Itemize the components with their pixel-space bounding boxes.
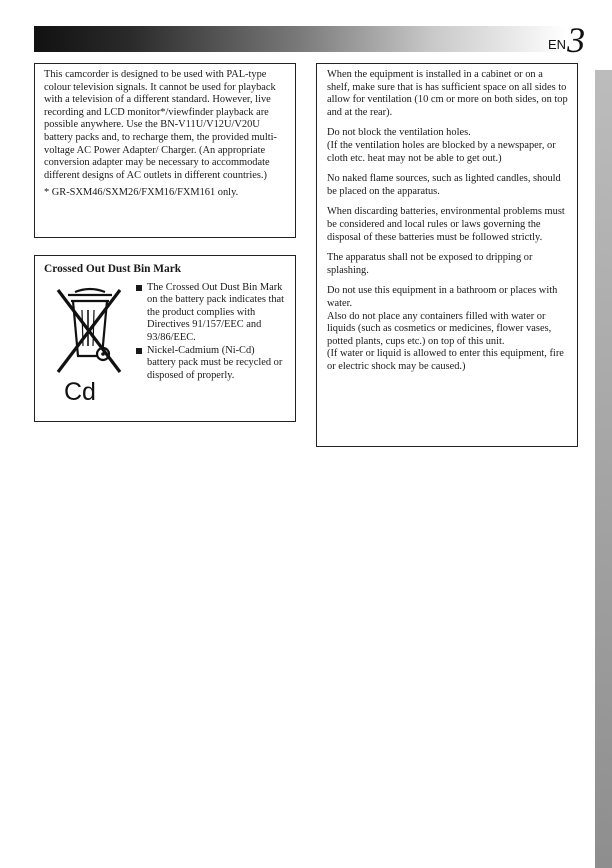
intro-paragraph: This camcorder is designed to be used with PAL-type colour television signals. It cannot be used for playback with a television of a different standard. However, live recording and LCD monitor*/viewfinder playback are possible anywhere. Use the BN-V11U/V12U/V20U battery packs and, to recharge them, the provided multi-voltage AC Power Adapter/ Charger. (An appropriate conversion adapter may be necessary to accommodate different designs of AC outlets in different countries.): [44, 69, 277, 181]
dustbin-body: [44, 282, 286, 412]
model-note: * GR-SXM46/SXM26/FXM16/FXM161 only.: [44, 187, 239, 199]
intro-box: [34, 63, 296, 238]
safety-paragraph: Do not block the ventilation holes. (If the ventilation holes are blocked by a newspaper, or cloth etc. heat may not be able to get out.): [327, 127, 556, 164]
dustbin-list: [136, 282, 286, 412]
safety-paragraph: When discarding batteries, environmental problems must be considered and local rules or laws governing the disposal of these batteries must be followed strictly.: [327, 206, 565, 243]
cadmium-label: Cd: [64, 377, 96, 406]
crossed-out-bin-icon: [44, 282, 136, 412]
square-bullet-icon: [136, 348, 142, 354]
header-gradient-bar: [34, 26, 566, 52]
safety-paragraph: The apparatus shall not be exposed to dripping or splashing.: [327, 252, 533, 276]
language-code: EN: [548, 37, 567, 52]
list-item-text: Nickel-Cadmium (Ni-Cd) battery pack must be recycled or disposed of properly.: [147, 344, 283, 381]
safety-paragraph: Do not use this equipment in a bathroom or places with water. Also do not place any containers filled with water or liquids (such as cosmetics or medicines, flower vases, potted plants, cups etc.) on top of this unit. (If water or liquid is allowed to enter this equipment, fire or electric shock may be caused.): [327, 285, 564, 372]
safety-paragraph: No naked flame sources, such as lighted candles, should be placed on the apparatus.: [327, 173, 561, 197]
list-item: [136, 282, 286, 345]
safety-paragraph: When the equipment is installed in a cabinet or on a shelf, make sure that is has sufficient space on all sides to allow for ventilation (10 cm or more on both sides, on top and at the rear).: [327, 69, 568, 118]
dustbin-box: [34, 255, 296, 422]
dustbin-title: Crossed Out Dust Bin Mark: [44, 263, 182, 275]
list-item: [136, 345, 286, 383]
safety-box: [316, 63, 578, 447]
list-item-text: The Crossed Out Dust Bin Mark on the battery pack indicates that the product complies with Directives 91/157/EEC and 93/86/EEC.: [147, 281, 285, 343]
page-number-digit: 3: [567, 20, 586, 60]
bin-symbol-icon: [44, 282, 136, 378]
page-number: [548, 18, 598, 58]
side-thumb-tab: [595, 70, 612, 868]
square-bullet-icon: [136, 285, 142, 291]
